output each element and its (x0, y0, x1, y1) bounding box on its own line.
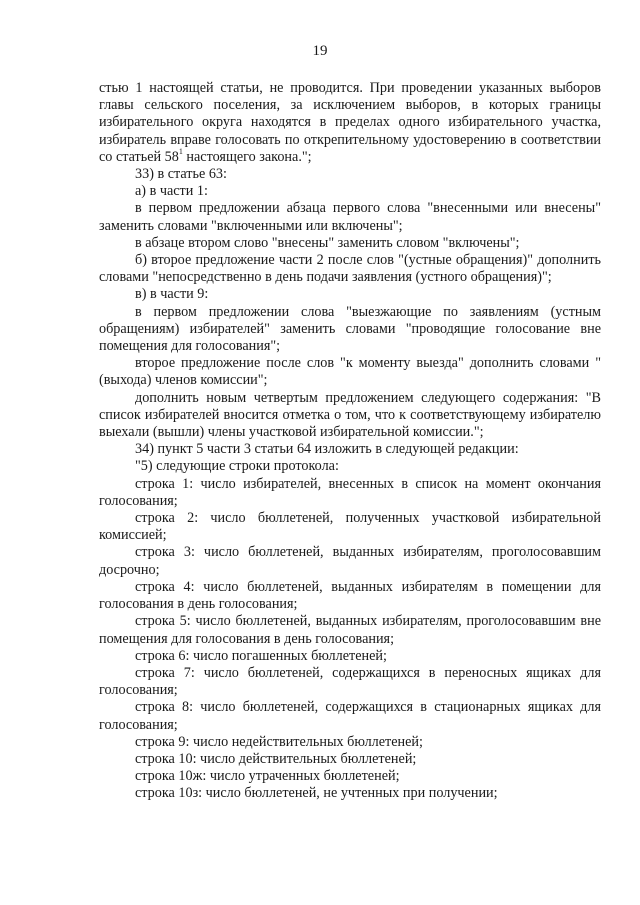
paragraph: 33) в статье 63: (135, 166, 227, 183)
protocol-line: строка 4: число бюллетеней, выданных избирателям в помещении для голосования в день голосования; (99, 578, 601, 613)
paragraph: в) в части 9: (135, 286, 209, 303)
footnote-mark: 1 (178, 147, 183, 157)
document-body (99, 80, 601, 803)
protocol-line: строка 10ж: число утраченных бюллетеней; (135, 768, 400, 785)
protocol-line: строка 5: число бюллетеней, выданных избирателям, проголосовавшим вне помещения для голосования в день голосования; (99, 613, 601, 647)
paragraph: 34) пункт 5 части 3 статьи 64 изложить в следующей редакции: (135, 441, 519, 458)
page-number: 19 (312, 43, 328, 59)
paragraph: второе предложение после слов "к моменту выезда" дополнить словами "(выхода) членов комиссии"; (99, 355, 601, 389)
protocol-line: строка 6: число погашенных бюллетеней; (135, 647, 387, 664)
paragraph: а) в части 1: (135, 183, 208, 200)
protocol-line: строка 2: число бюллетеней, полученных участковой избирательной комиссией; (99, 510, 601, 544)
paragraph: б) второе предложение части 2 после слов "(устные обращения)" дополнить словами "непосредственно в день подачи заявления (устного обращения)"; (99, 252, 601, 286)
paragraph-text: стью 1 настоящей статьи, не проводится. При проведении указанных выборов главы сельского поселения, за исключением выборов, в которых границы избирательного округа находятся в пределах одного избирательного участка, избиратель вправе голосовать по открепительному удостоверению в соответствии со статьей 58 (99, 80, 601, 165)
protocol-line: строка 9: число недействительных бюллетеней; (135, 733, 423, 750)
paragraph (99, 80, 601, 166)
protocol-line: строка 7: число бюллетеней, содержащихся в переносных ящиках для голосования; (99, 664, 601, 699)
protocol-line: строка 10з: число бюллетеней, не учтенных при получении; (135, 785, 498, 802)
protocol-line: строка 1: число избирателей, внесенных в список на момент окончания голосования; (99, 475, 601, 509)
paragraph: дополнить новым четвертым предложением следующего содержания: "В список избирателей вносится отметка о том, что к соответствующему избирателю выехали (вышли) члены участковой избирательной комиссии."; (99, 389, 601, 441)
paragraph-text-tail: настоящего закона."; (182, 148, 312, 165)
protocol-line: строка 10: число действительных бюллетеней; (135, 750, 417, 767)
paragraph: в первом предложении слова "выезжающие по заявлениям (устным обращениям) избирателей" заменить словами "проводящие голосование вне помещения для голосования"; (99, 303, 601, 355)
protocol-line: строка 3: число бюллетеней, выданных избирателям, проголосовавшим досрочно; (99, 544, 601, 578)
protocol-line: строка 8: число бюллетеней, содержащихся в стационарных ящиках для голосования; (99, 699, 601, 733)
paragraph: "5) следующие строки протокола: (135, 458, 339, 475)
paragraph: в абзаце втором слово "внесены" заменить словом "включены"; (135, 234, 520, 251)
paragraph: в первом предложении абзаца первого слова "внесенными или внесены" заменить словами "включенными или включены"; (99, 200, 601, 234)
